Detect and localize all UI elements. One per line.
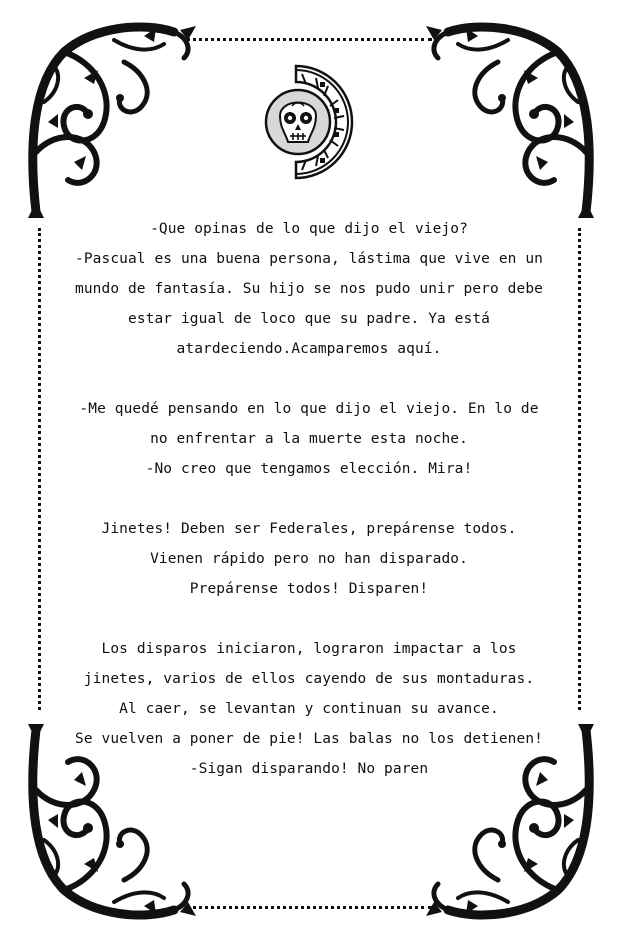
flourish-swirl-icon <box>24 22 196 222</box>
text-line: no enfrentar a la muerte esta noche. <box>150 431 468 447</box>
text-line: -Sigan disparando! No paren <box>189 761 429 777</box>
text-line: Al caer, se levantan y continuan su avance. <box>119 701 499 717</box>
paragraph-gap <box>44 604 574 634</box>
text-line: mundo de fantasía. Su hijo se nos pudo unir pero debe <box>75 281 543 297</box>
story-text <box>44 214 574 784</box>
text-line: estar igual de loco que su padre. Ya está <box>127 311 491 327</box>
text-line: -Me quedé pensando en lo que dijo el viejo. En lo de <box>79 401 539 417</box>
text-line: -No creo que tengamos elección. Mira! <box>145 461 473 477</box>
text-line: -Que opinas de lo que dijo el viejo? <box>150 221 468 237</box>
paragraph-gap <box>44 484 574 514</box>
text-line: Vienen rápido pero no han disparado. <box>150 551 468 567</box>
text-line: Jinetes! Deben ser Federales, prepárense todos. <box>101 521 517 537</box>
text-line: Los disparos iniciaron, lograron impactar a los <box>101 641 517 657</box>
dotted-border-right <box>578 228 581 710</box>
text-line: Prepárense todos! Disparen! <box>189 581 429 597</box>
flourish-swirl-icon <box>426 22 598 222</box>
text-line: jinetes, varios de ellos cayendo de sus montaduras. <box>83 671 535 687</box>
text-line: Se vuelven a poner de pie! Las balas no los detienen! <box>75 731 543 747</box>
dotted-border-left <box>38 228 41 710</box>
paragraph-gap <box>44 364 574 394</box>
text-line: -Pascual es una buena persona, lástima que vive en un <box>75 251 543 267</box>
dotted-border-top <box>186 38 432 41</box>
dotted-border-bottom <box>186 906 432 909</box>
text-line: atardeciendo.Acamparemos aquí. <box>176 341 442 357</box>
aztec-skull-calendar-icon <box>262 62 358 182</box>
